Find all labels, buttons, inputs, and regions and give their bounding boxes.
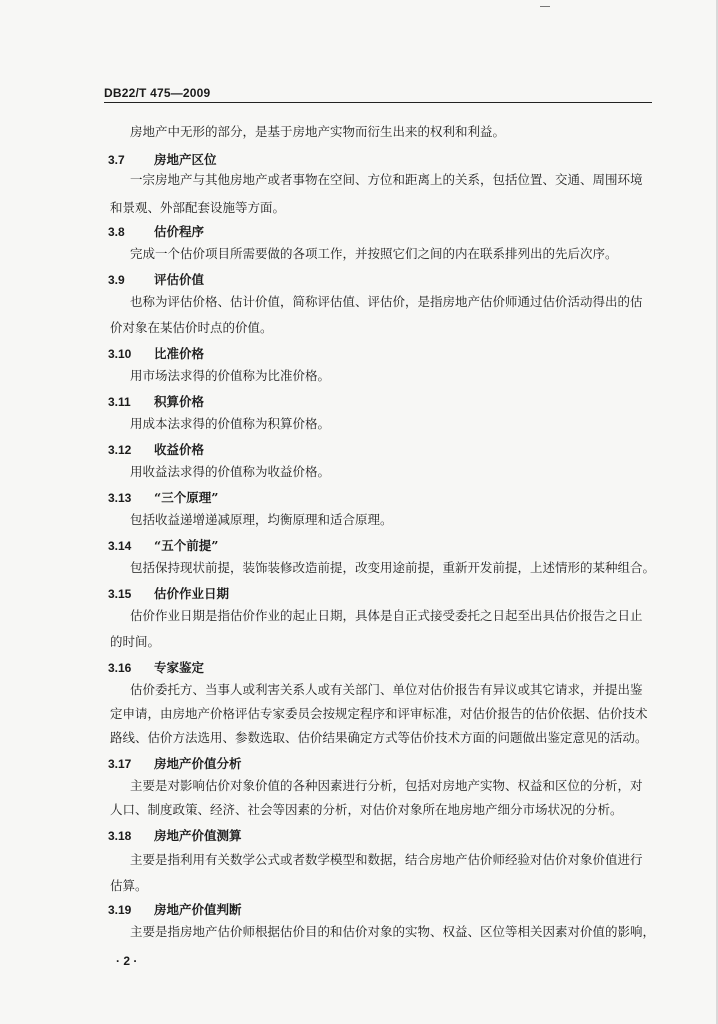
section-heading-3-9 <box>108 272 204 288</box>
scan-mark <box>540 6 550 7</box>
section-title: “五个前提” <box>154 538 219 553</box>
paragraph-line: 估价委托方、当事人或利害关系人或有关部门、单位对估价报告有异议或其它请求，并提出鉴 <box>130 682 643 697</box>
section-number: 3.10 <box>108 347 132 361</box>
section-heading-3-17 <box>108 756 242 772</box>
section-title: 估价作业日期 <box>154 586 230 601</box>
paragraph-line: 的时间。 <box>110 634 161 649</box>
section-title: 房地产价值判断 <box>154 902 242 917</box>
section-heading-3-12 <box>108 442 204 458</box>
paragraph-line: 定申请，由房地产价格评估专家委员会按规定程序和评审标准，对估价报告的估价依据、估价技术 <box>110 706 648 721</box>
standard-code: DB22/T 475—2009 <box>104 86 211 100</box>
paragraph-line: 价对象在某估价时点的价值。 <box>110 320 273 335</box>
section-heading-3-15 <box>108 586 229 602</box>
section-heading-3-7 <box>108 152 217 168</box>
section-heading-3-11 <box>108 394 204 410</box>
page-number: · 2 · <box>116 954 138 968</box>
paragraph-line: 也称为评估价格、估计价值，简称评估值、评估价，是指房地产估价师通过估价活动得出的估 <box>130 294 643 309</box>
section-title: “三个原理” <box>154 490 219 505</box>
paragraph-line: 主要是对影响估价对象价值的各种因素进行分析，包括对房地产实物、权益和区位的分析，对 <box>130 778 643 793</box>
section-number: 3.9 <box>108 273 125 287</box>
section-number: 3.13 <box>108 491 132 505</box>
section-title: 估价程序 <box>154 224 205 239</box>
paragraph-line: 路线、估价方法选用、参数选取、估价结果确定方式等估价技术方面的问题做出鉴定意见的活动。 <box>110 730 648 745</box>
section-number: 3.14 <box>108 539 132 553</box>
section-number: 3.19 <box>108 903 132 917</box>
section-number: 3.11 <box>108 395 131 409</box>
paragraph-line: 用收益法求得的价值称为收益价格。 <box>130 464 331 479</box>
section-title: 房地产价值分析 <box>154 756 242 771</box>
paragraph-line: 一宗房地产与其他房地产或者事物在空间、方位和距离上的关系，包括位置、交通、周围环境 <box>130 172 643 187</box>
section-number: 3.16 <box>108 661 132 675</box>
section-heading-3-13 <box>108 490 218 506</box>
paragraph-line: 人口、制度政策、经济、社会等因素的分析，对估价对象所在地房地产细分市场状况的分析。 <box>110 802 623 817</box>
paragraph-line: 主要是指利用有关数学公式或者数学模型和数据，结合房地产估价师经验对估价对象价值进行 <box>130 852 643 867</box>
section-number: 3.15 <box>108 587 132 601</box>
paragraph-line: 主要是指房地产估价师根据估价目的和估价对象的实物、权益、区位等相关因素对价值的影响， <box>130 924 656 939</box>
section-title: 比准价格 <box>154 346 205 361</box>
paragraph-line: 用市场法求得的价值称为比准价格。 <box>130 368 331 383</box>
section-heading-3-16 <box>108 660 204 676</box>
paragraph-line: 用成本法求得的价值称为积算价格。 <box>130 416 331 431</box>
section-heading-3-10 <box>108 346 204 362</box>
section-heading-3-14 <box>108 538 218 554</box>
section-heading-3-8 <box>108 224 204 240</box>
section-number: 3.7 <box>108 153 125 167</box>
section-title: 收益价格 <box>154 442 205 457</box>
section-number: 3.18 <box>108 829 132 843</box>
paragraph-line: 估价作业日期是指估价作业的起止日期，具体是自正式接受委托之日起至出具估价报告之日止 <box>130 608 643 623</box>
paragraph-line: 估算。 <box>110 878 148 893</box>
section-number: 3.12 <box>108 443 132 457</box>
section-title: 评估价值 <box>154 272 205 287</box>
section-title: 专家鉴定 <box>154 660 205 675</box>
section-heading-3-19 <box>108 902 242 918</box>
section-heading-3-18 <box>108 828 242 844</box>
paragraph-line: 包括保持现状前提，装饰装修改造前提，改变用途前提，重新开发前提，上述情形的某种组合。 <box>130 560 656 575</box>
section-number: 3.8 <box>108 225 125 239</box>
paragraph-line: 房地产中无形的部分，是基于房地产实物而衍生出来的权利和利益。 <box>130 124 506 139</box>
section-title: 房地产区位 <box>154 152 217 167</box>
paragraph-line: 包括收益递增递减原理，均衡原理和适合原理。 <box>130 512 393 527</box>
section-title: 房地产价值测算 <box>154 828 242 843</box>
section-number: 3.17 <box>108 757 132 771</box>
paragraph-line: 和景观、外部配套设施等方面。 <box>110 200 286 215</box>
paragraph-line: 完成一个估价项目所需要做的各项工作，并按照它们之间的内在联系排列出的先后次序。 <box>130 246 618 261</box>
section-title: 积算价格 <box>154 394 205 409</box>
header-rule <box>104 102 652 103</box>
